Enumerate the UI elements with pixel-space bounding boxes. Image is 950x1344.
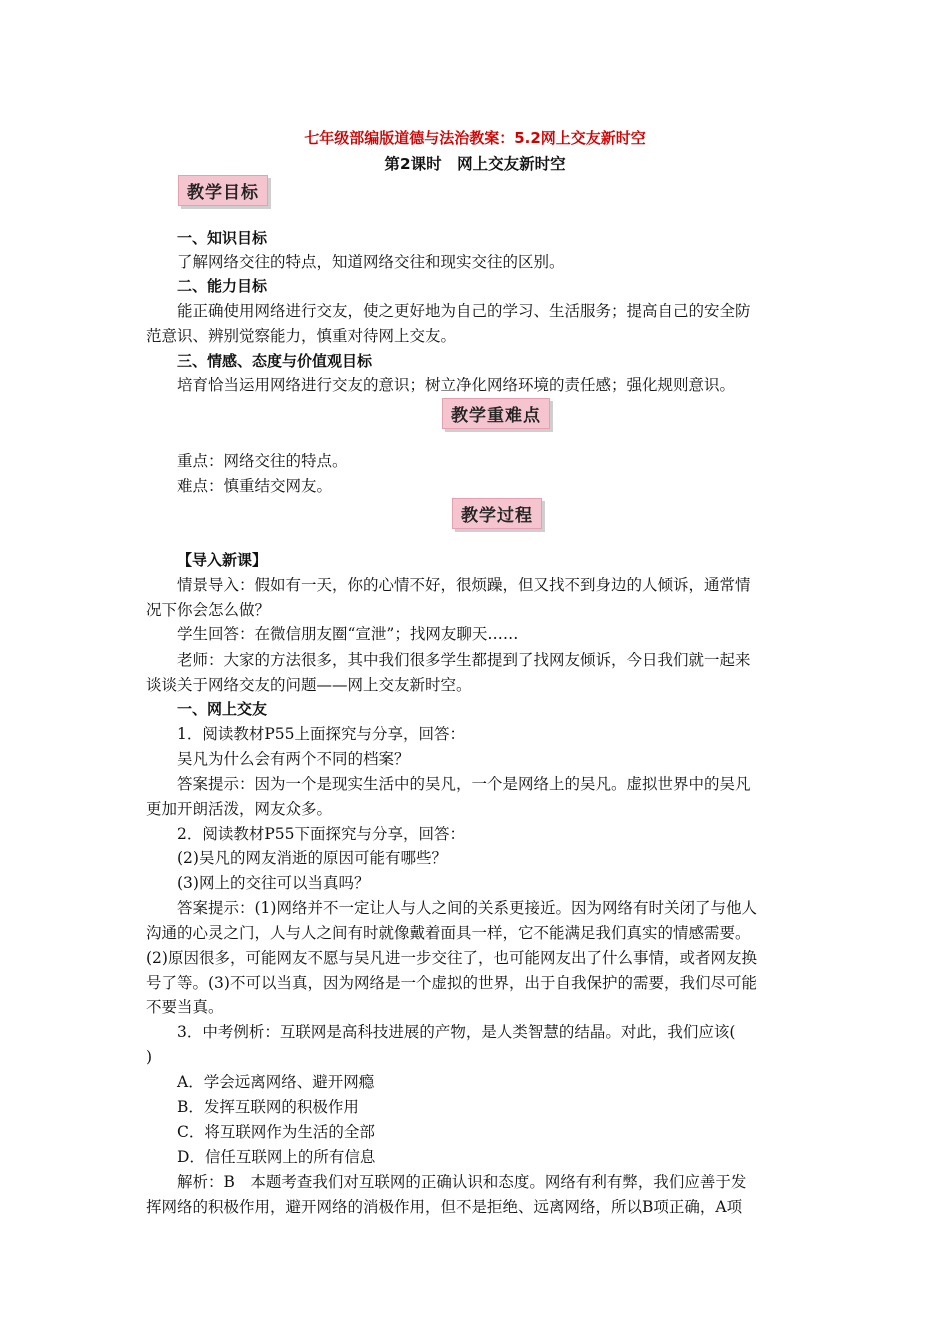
paragraph: 更加开朗活泼，网友众多。	[146, 800, 333, 818]
paragraph: 学生回答：在微信朋友圈“宣泄”；找网友聊天……	[177, 625, 519, 643]
heading-ability: 二、能力目标	[177, 277, 268, 295]
document-title: 七年级部编版道德与法治教案：5.2网上交友新时空	[304, 129, 646, 147]
paragraph: 况下你会怎么做？	[146, 601, 271, 619]
lesson-subtitle: 第2课时 网上交友新时空	[384, 155, 566, 173]
section-heading: 一、网上交友	[177, 700, 268, 718]
intro-heading: 【导入新课】	[177, 551, 268, 569]
paragraph: 号了等。(3)不可以当真，因为网络是一个虚拟的世界，出于自我保护的需要，我们尽可能	[146, 974, 757, 992]
key-point: 重点：网络交往的特点。	[177, 452, 348, 470]
paragraph: 培育恰当运用网络进行交友的意识；树立净化网络环境的责任感；强化规则意识。	[177, 376, 736, 394]
paragraph: 答案提示：(1)网络并不一定让人与人之间的关系更接近。因为网络有时关闭了与他人	[177, 899, 757, 917]
paragraph: 沟通的心灵之门，人与人之间有时就像戴着面具一样，它不能满足我们真实的情感需要。	[146, 924, 751, 942]
paragraph: 老师：大家的方法很多，其中我们很多学生都提到了找网友倾诉，今日我们就一起来	[177, 651, 751, 669]
difficult-point: 难点：慎重结交网友。	[177, 477, 333, 495]
paragraph: 不要当真。	[146, 998, 224, 1016]
tag-process: 教学过程	[452, 498, 542, 529]
analysis-cont: 挥网络的积极作用，避开网络的消极作用，但不是拒绝、远离网络，所以B项正确，A项	[146, 1198, 743, 1216]
paragraph: 了解网络交往的特点，知道网络交往和现实交往的区别。	[177, 253, 565, 271]
paragraph: (2)吴凡的网友消逝的原因可能有哪些？	[177, 849, 447, 867]
paragraph: 范意识、辨别觉察能力，慎重对待网上交友。	[146, 327, 457, 345]
tag-key-points: 教学重难点	[442, 398, 550, 429]
option-d: D．信任互联网上的所有信息	[177, 1148, 376, 1166]
option-c: C．将互联网作为生活的全部	[177, 1123, 375, 1141]
paragraph: (2)原因很多，可能网友不愿与吴凡进一步交往了，也可能网友出了什么事情，或者网友换	[146, 949, 757, 967]
paragraph: 能正确使用网络进行交友，使之更好地为自己的学习、生活服务；提高自己的安全防	[177, 302, 751, 320]
heading-knowledge: 一、知识目标	[177, 229, 268, 247]
paragraph: 情景导入：假如有一天，你的心情不好，很烦躁，但又找不到身边的人倾诉，通常情	[177, 576, 751, 594]
question: 3．中考例析：互联网是高科技进展的产物，是人类智慧的结晶。对此，我们应该(	[177, 1023, 736, 1041]
option-a: A．学会远离网络、避开网瘾	[177, 1073, 375, 1091]
paragraph: 答案提示：因为一个是现实生活中的吴凡，一个是网络上的吴凡。虚拟世界中的吴凡	[177, 775, 751, 793]
paragraph: 1．阅读教材P55上面探究与分享，回答：	[177, 725, 466, 743]
option-b: B．发挥互联网的积极作用	[177, 1098, 359, 1116]
paragraph: (3)网上的交往可以当真吗？	[177, 874, 370, 892]
paragraph: 吴凡为什么会有两个不同的档案？	[177, 750, 410, 768]
heading-values: 三、情感、态度与价值观目标	[177, 352, 373, 370]
question-cont: )	[146, 1048, 153, 1066]
analysis: 解析：B 本题考查我们对互联网的正确认识和态度。网络有利有弊，我们应善于发	[177, 1173, 747, 1191]
paragraph: 谈谈关于网络交友的问题——网上交友新时空。	[146, 676, 472, 694]
tag-objectives: 教学目标	[178, 175, 268, 206]
paragraph: 2．阅读教材P55下面探究与分享，回答：	[177, 825, 466, 843]
